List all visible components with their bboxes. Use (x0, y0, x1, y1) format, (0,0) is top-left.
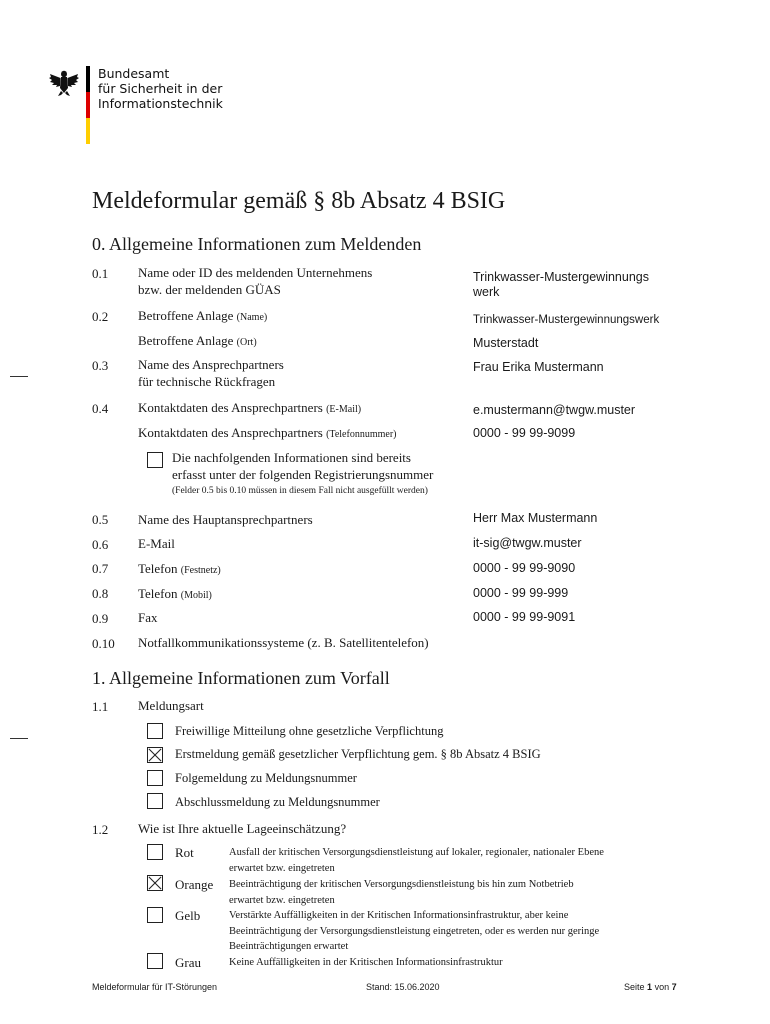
field-label-facility-location (138, 332, 257, 351)
agency-name-line-1: Bundesamt (98, 66, 170, 81)
assessment-grey-checkbox[interactable] (147, 953, 163, 969)
report-type-final-checkbox[interactable] (147, 793, 163, 809)
label-hint: (Name) (236, 312, 268, 323)
page-current: 1 (647, 982, 653, 992)
description-line: Verstärkte Auffälligkeiten in der Kritischen Informationsinfrastruktur, aber keine (229, 910, 569, 921)
field-number: 1.2 (92, 822, 109, 837)
description-line: Ausfall der kritischen Versorgungsdienstleistung auf lokaler, regionaler, nationaler Ebene (229, 847, 604, 858)
label-hint: (Festnetz) (180, 565, 221, 576)
assessment-orange-checkbox[interactable] (147, 875, 163, 891)
field-label-contact-email (138, 399, 361, 418)
field-label-phone-mobile (138, 585, 212, 604)
agency-name-line-2: für Sicherheit in der (98, 81, 223, 96)
assessment-orange-description (229, 877, 679, 908)
description-line: Beeinträchtigungen erwartet (229, 941, 349, 952)
label-hint: (Mobil) (180, 590, 212, 601)
field-label-phone-landline (138, 560, 221, 579)
section-0-heading: 0. Allgemeine Informationen zum Meldenden (92, 234, 422, 254)
section-1-heading: 1. Allgemeine Informationen zum Vorfall (92, 668, 390, 688)
field-value-main-contact[interactable]: Herr Max Mustermann (473, 511, 598, 525)
label-line: Name des Ansprechpartners (138, 357, 284, 372)
field-number: 0.7 (92, 561, 109, 576)
footer-date: Stand: 15.06.2020 (366, 982, 440, 992)
label-hint: (E-Mail) (326, 404, 362, 415)
description-line: Beeinträchtigung der Versorgungsdienstleistung eingetreten, oder es werden nur geringe (229, 925, 600, 937)
field-number: 0.1 (92, 266, 109, 281)
field-number: 0.2 (92, 309, 109, 324)
description-line: erwartet bzw. eingetreten (229, 894, 335, 906)
report-type-followup-checkbox[interactable] (147, 770, 163, 786)
field-label-email: E-Mail (138, 536, 175, 551)
field-value-phone-mobile[interactable]: 0000 - 99 99-999 (473, 586, 569, 600)
description-line: erwartet bzw. eingetreten (229, 862, 335, 874)
page-title: Meldeformular gemäß § 8b Absatz 4 BSIG (92, 188, 506, 214)
field-value-phone-landline[interactable]: 0000 - 99 99-9090 (473, 561, 576, 575)
agency-name (98, 66, 223, 111)
assessment-grey-label: Grau (175, 955, 201, 970)
footer-left: Meldeformular für IT-Störungen (92, 982, 218, 992)
checkmark-x-icon (148, 748, 162, 762)
margin-mark (10, 738, 28, 739)
assessment-yellow-label: Gelb (175, 908, 201, 923)
agency-name-line-3: Informationstechnik (98, 96, 223, 111)
field-label-assessment: Wie ist Ihre aktuelle Lageeinschätzung? (138, 821, 347, 836)
assessment-red-checkbox[interactable] (147, 844, 163, 860)
assessment-red-description (229, 845, 679, 876)
assessment-yellow-checkbox[interactable] (147, 907, 163, 923)
field-value-fax[interactable]: 0000 - 99 99-9091 (473, 610, 576, 624)
field-label-fax: Fax (138, 610, 158, 625)
field-label-main-contact: Name des Hauptansprechpartners (138, 512, 313, 527)
footer-page-number (624, 982, 677, 992)
label-text: Kontaktdaten des Ansprechpartners (138, 400, 323, 415)
field-value-contact-phone[interactable]: 0000 - 99 99-9099 (473, 426, 576, 440)
label-hint: (Telefonnummer) (326, 429, 397, 440)
label-text: Betroffene Anlage (138, 308, 234, 323)
field-value-facility-name[interactable]: Trinkwasser-Mustergewinnungswerk (473, 314, 660, 326)
margin-mark (10, 376, 28, 377)
label-text: Betroffene Anlage (138, 333, 234, 348)
value-line: werk (473, 285, 500, 299)
report-type-followup-label: Folgemeldung zu Meldungsnummer (175, 771, 357, 785)
field-value-contact-email[interactable]: e.mustermann@twgw.muster (473, 403, 636, 417)
report-type-initial-label: Erstmeldung gemäß gesetzlicher Verpflichtung gem. § 8b Absatz 4 BSIG (175, 747, 541, 761)
description-line: Beeinträchtigung der kritischen Versorgungsdienstleistung bis hin zum Notbetrieb (229, 879, 574, 890)
assessment-yellow-description (229, 908, 679, 955)
label-hint: (Ort) (236, 337, 257, 348)
label-text: Telefon (138, 586, 178, 601)
report-type-final-label: Abschlussmeldung zu Meldungsnummer (175, 795, 380, 809)
field-label-contact (138, 356, 284, 390)
label-line: erfasst unter der folgenden Registrierungsnummer (172, 467, 434, 482)
checkmark-x-icon (148, 876, 162, 890)
value-line: Trinkwasser-Mustergewinnungs (473, 270, 649, 284)
field-number: 0.4 (92, 401, 109, 416)
label-line: Die nachfolgenden Informationen sind bereits (172, 450, 411, 465)
page-total: 7 (671, 982, 677, 992)
label-line: für technische Rückfragen (138, 374, 276, 389)
label-line: bzw. der meldenden GÜAS (138, 282, 281, 297)
eagle-logo-icon (48, 66, 80, 98)
field-value-email[interactable]: it-sig@twgw.muster (473, 536, 582, 550)
field-label-emergency-comms: Notfallkommunikationssysteme (z. B. Satellitentelefon) (138, 635, 429, 650)
label-line: Name oder ID des meldenden Unternehmens (138, 265, 373, 280)
label-text: Kontaktdaten des Ansprechpartners (138, 425, 323, 440)
page-separator: von (654, 982, 670, 992)
description-line: Keine Auffälligkeiten in der Kritischen Informationsinfrastruktur (229, 957, 503, 968)
registered-note: (Felder 0.5 bis 0.10 müssen in diesem Fall nicht ausgefüllt werden) (172, 486, 428, 496)
assessment-grey-description (229, 955, 679, 971)
field-value-contact[interactable]: Frau Erika Mustermann (473, 360, 604, 374)
field-label-report-type: Meldungsart (138, 698, 204, 713)
registered-label (172, 449, 433, 483)
page-prefix: Seite (624, 982, 645, 992)
german-flag-stripe (86, 66, 90, 144)
field-value-facility-location[interactable]: Musterstadt (473, 336, 539, 350)
label-text: Telefon (138, 561, 178, 576)
report-type-initial-checkbox[interactable] (147, 747, 163, 763)
report-type-voluntary-checkbox[interactable] (147, 723, 163, 739)
field-label-contact-phone (138, 424, 396, 443)
field-label-facility-name (138, 307, 267, 326)
field-number: 0.9 (92, 611, 109, 626)
assessment-red-label: Rot (175, 845, 194, 860)
field-number: 0.10 (92, 636, 115, 651)
field-number: 0.5 (92, 512, 109, 527)
field-label-company (138, 264, 372, 298)
field-number: 0.6 (92, 537, 109, 552)
report-type-voluntary-label: Freiwillige Mitteilung ohne gesetzliche Verpflichtung (175, 724, 444, 738)
field-number: 1.1 (92, 699, 109, 714)
field-number: 0.3 (92, 358, 109, 373)
registered-checkbox[interactable] (147, 452, 163, 468)
assessment-orange-label: Orange (175, 877, 214, 892)
field-number: 0.8 (92, 586, 109, 601)
field-value-company[interactable] (473, 270, 649, 300)
